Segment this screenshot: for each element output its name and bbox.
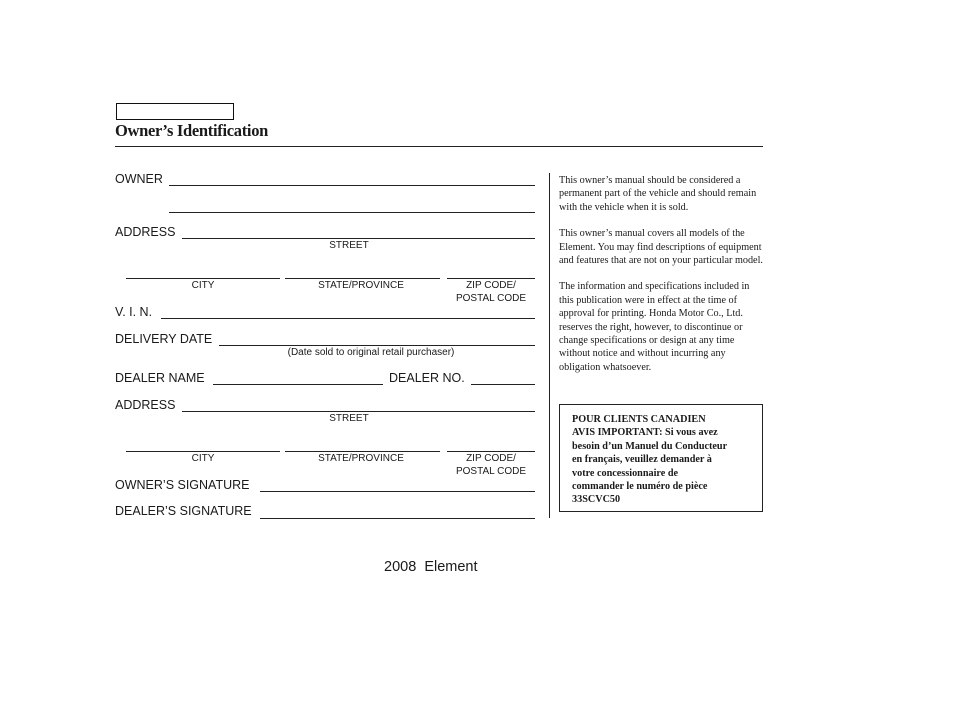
- dealer-signature-line[interactable]: [260, 518, 535, 519]
- zip2-caption-line2: POSTAL CODE: [455, 466, 526, 477]
- city-line[interactable]: [126, 278, 280, 279]
- vin-label: V. I. N.: [115, 305, 153, 319]
- delivery-date-line[interactable]: [219, 345, 535, 346]
- state-caption: STATE/PROVINCE: [318, 280, 404, 291]
- dealer-signature-label: DEALER’S SIGNATURE: [115, 504, 252, 518]
- canadian-notice-text: [572, 413, 727, 507]
- address-street-line[interactable]: [182, 238, 535, 239]
- note-paragraph-2: This owner’s manual covers all models of the Element. You may find descriptions of equipment and features that are not on your particular model.: [559, 228, 763, 267]
- column-divider: [549, 173, 550, 518]
- delivery-date-label: DELIVERY DATE: [115, 332, 213, 346]
- page-title: Owner’s Identification: [115, 121, 269, 140]
- owner-signature-line[interactable]: [260, 491, 535, 492]
- dealer-name-label: DEALER NAME: [115, 371, 205, 385]
- page-footer: 2008 Element: [384, 559, 478, 575]
- zip2-line[interactable]: [447, 451, 535, 452]
- owner-label: OWNER: [115, 172, 163, 186]
- notice-line-3: besoin d’un Manuel du Conducteur: [572, 440, 728, 452]
- notice-line-7: 33SCVC50: [572, 494, 621, 506]
- zip-caption-line1: ZIP CODE/: [466, 280, 516, 291]
- note-paragraph-3: The information and specifications included in this publication were in effect at the time of approval for printing. Honda Motor Co., Ltd. reserves the right, however, to discontinue or change specifications or design at any time without notice and without incurring any obligation whatsoever.: [559, 281, 750, 373]
- city2-line[interactable]: [126, 451, 280, 452]
- notice-line-5: votre concessionnaire de: [572, 467, 679, 479]
- note-paragraph-1: This owner’s manual should be considered a permanent part of the vehicle and should remain with the vehicle when it is sold.: [559, 175, 757, 213]
- canadian-notice-box: [559, 404, 763, 512]
- header-tab-box: [116, 103, 234, 120]
- delivery-date-caption: (Date sold to original retail purchaser): [287, 347, 455, 358]
- state-line[interactable]: [285, 278, 440, 279]
- zip-line[interactable]: [447, 278, 535, 279]
- notice-line-6: commander le numéro de pièce: [572, 481, 708, 493]
- address2-label: ADDRESS: [115, 398, 176, 412]
- state2-line[interactable]: [285, 451, 440, 452]
- owner-signature-label: OWNER’S SIGNATURE: [115, 478, 250, 492]
- street-caption: STREET: [329, 240, 369, 251]
- notice-line-2: AVIS IMPORTANT: Si vous avez: [572, 427, 718, 439]
- manual-notes: [559, 174, 764, 374]
- dealer-no-label: DEALER NO.: [389, 371, 465, 385]
- header-rule: [115, 146, 763, 147]
- zip-caption-line2: POSTAL CODE: [455, 293, 526, 304]
- notice-line-4: en français, veuillez demander à: [572, 454, 712, 466]
- address2-street-line[interactable]: [182, 411, 535, 412]
- zip2-caption-line1: ZIP CODE/: [466, 453, 516, 464]
- owner-line[interactable]: [169, 185, 535, 186]
- owner-line-2[interactable]: [169, 212, 535, 213]
- city-caption: CITY: [191, 280, 215, 291]
- vin-line[interactable]: [161, 318, 535, 319]
- dealer-name-line[interactable]: [213, 384, 383, 385]
- dealer-no-line[interactable]: [471, 384, 535, 385]
- state2-caption: STATE/PROVINCE: [318, 453, 404, 464]
- notice-line-1: POUR CLIENTS CANADIEN: [572, 414, 706, 425]
- address-label: ADDRESS: [115, 225, 176, 239]
- city2-caption: CITY: [191, 453, 215, 464]
- street2-caption: STREET: [329, 413, 369, 424]
